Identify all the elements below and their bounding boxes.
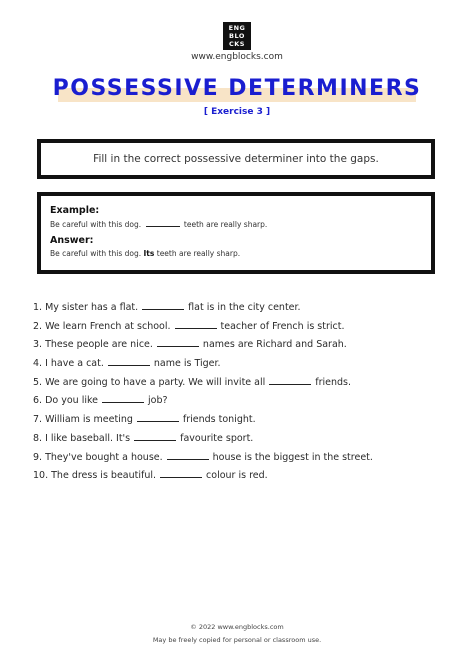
answer-blank[interactable] bbox=[167, 450, 209, 460]
exercise-item bbox=[33, 356, 453, 375]
instructions-box bbox=[37, 139, 435, 179]
exercise-item bbox=[33, 431, 453, 450]
logo-line: ENG bbox=[228, 24, 246, 32]
logo-line: CKS bbox=[229, 40, 245, 48]
answer-blank[interactable] bbox=[137, 412, 179, 422]
exercise-item bbox=[33, 468, 453, 487]
example-sentence bbox=[50, 219, 422, 229]
example-before: Be careful with this dog. bbox=[50, 220, 142, 229]
instructions-text: Fill in the correct possessive determiner into the gaps. bbox=[93, 153, 379, 165]
site-url: www.engblocks.com bbox=[191, 52, 283, 62]
page-title: POSSESSIVE DETERMINERS bbox=[52, 76, 422, 101]
answer-blank[interactable] bbox=[134, 431, 176, 441]
example-after: teeth are really sharp. bbox=[183, 220, 268, 229]
answer-before: Be careful with this dog. bbox=[50, 249, 142, 258]
answer-blank[interactable] bbox=[175, 319, 217, 329]
footer-note: May be freely copied for personal or classroom use. bbox=[152, 636, 322, 644]
exercise-text-before: 6. Do you like bbox=[33, 395, 98, 407]
exercise-text-before: 5. We are going to have a party. We will invite all bbox=[33, 376, 266, 388]
exercise-text-before: 8. I like baseball. It's bbox=[33, 432, 131, 444]
exercise-text-before: 9. They've bought a house. bbox=[33, 451, 163, 463]
exercise-item bbox=[33, 412, 453, 431]
logo-line: BLO bbox=[229, 32, 245, 40]
exercise-item bbox=[33, 393, 453, 412]
exercise-list bbox=[33, 300, 453, 487]
exercise-text-before: 7. William is meeting bbox=[33, 414, 133, 426]
answer-blank[interactable] bbox=[157, 337, 199, 347]
exercise-text-before: 10. The dress is beautiful. bbox=[33, 470, 157, 482]
exercise-text-after: friends tonight. bbox=[182, 414, 256, 426]
answer-blank[interactable] bbox=[102, 393, 144, 403]
exercise-text-before: 3. These people are nice. bbox=[33, 339, 153, 351]
example-box bbox=[37, 192, 435, 274]
example-label: Example: bbox=[50, 205, 100, 216]
exercise-text-after: name is Tiger. bbox=[153, 358, 221, 370]
exercise-item bbox=[33, 319, 453, 338]
exercise-text-before: 4. I have a cat. bbox=[33, 358, 104, 370]
example-blank bbox=[146, 219, 180, 227]
answer-label: Answer: bbox=[50, 235, 94, 246]
answer-word: Its bbox=[143, 249, 155, 258]
answer-blank[interactable] bbox=[160, 468, 202, 478]
exercise-text-after: names are Richard and Sarah. bbox=[202, 339, 347, 351]
answer-blank[interactable] bbox=[269, 375, 311, 385]
exercise-text-after: house is the biggest in the street. bbox=[212, 451, 373, 463]
engblocks-logo bbox=[223, 22, 251, 50]
exercise-text-after: friends. bbox=[315, 376, 352, 388]
answer-blank[interactable] bbox=[108, 356, 150, 366]
exercise-text-before: 1. My sister has a flat. bbox=[33, 302, 139, 313]
answer-after: teeth are really sharp. bbox=[156, 249, 241, 258]
footer-copyright: © 2022 www.engblocks.com bbox=[190, 623, 284, 631]
exercise-item bbox=[33, 337, 453, 356]
exercise-item bbox=[33, 450, 453, 469]
answer-blank[interactable] bbox=[142, 300, 184, 310]
exercise-subtitle: [ Exercise 3 ] bbox=[203, 107, 271, 117]
answer-sentence bbox=[50, 249, 422, 258]
exercise-text-after: colour is red. bbox=[206, 470, 268, 482]
exercise-item bbox=[33, 300, 453, 319]
exercise-text-after: flat is in the city center. bbox=[188, 302, 301, 313]
exercise-text-after: favourite sport. bbox=[180, 432, 254, 444]
exercise-item bbox=[33, 375, 453, 394]
exercise-text-after: teacher of French is strict. bbox=[220, 320, 345, 332]
exercise-text-after: job? bbox=[148, 395, 168, 407]
exercise-text-before: 2. We learn French at school. bbox=[33, 320, 171, 332]
